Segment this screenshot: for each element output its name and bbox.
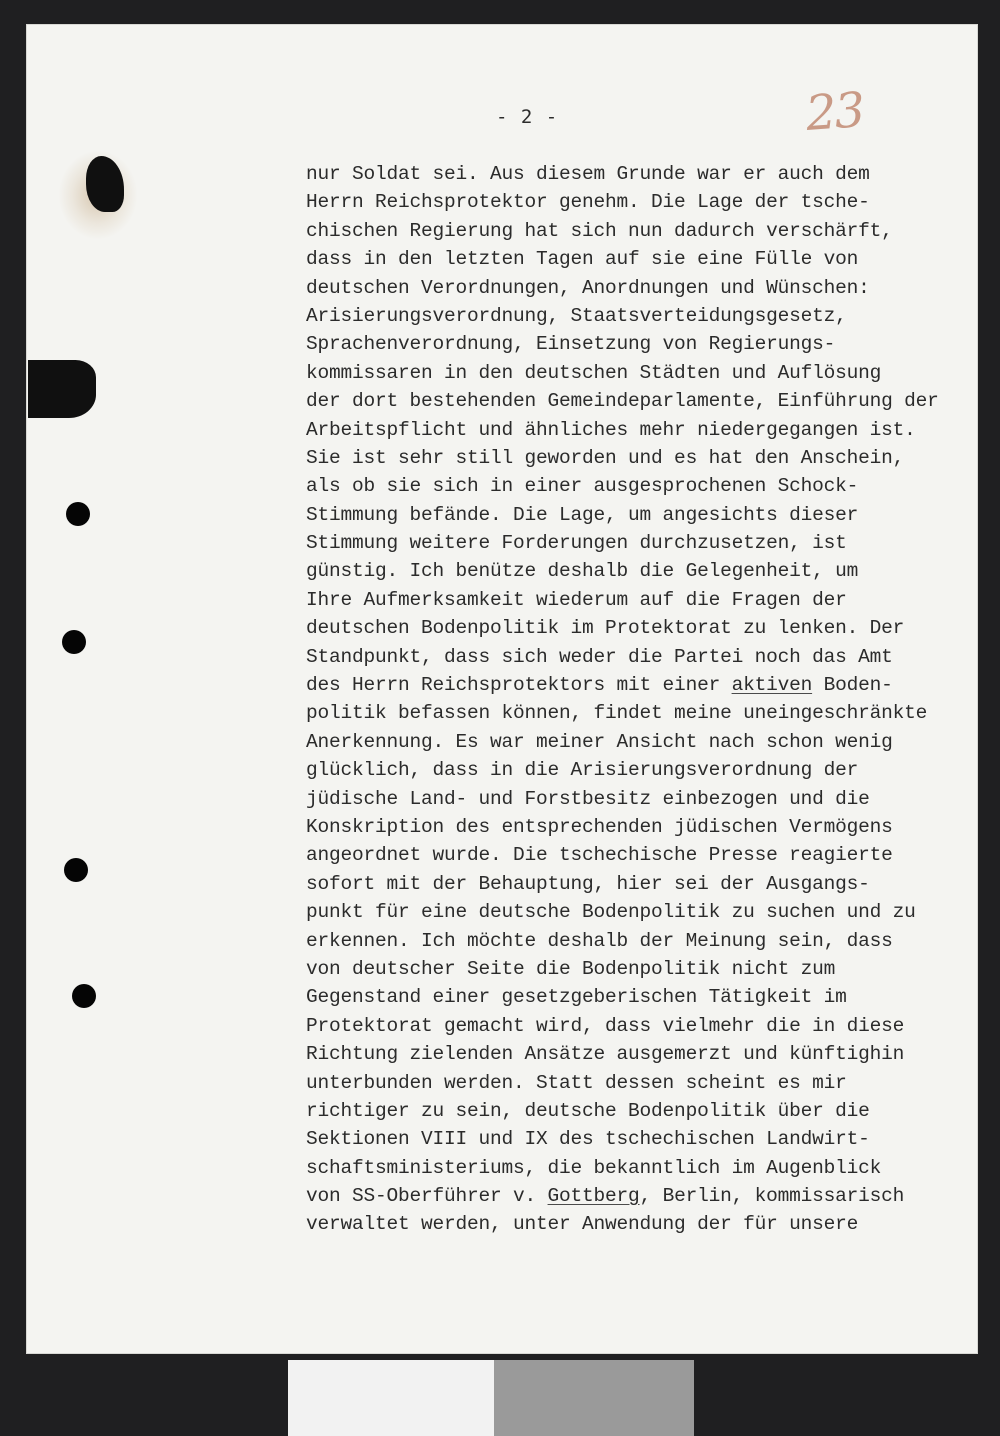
text-line [306, 302, 996, 330]
text-line [306, 217, 996, 245]
text-segment: unterbunden werden. Statt dessen scheint es mir [306, 1071, 847, 1094]
scan-calibration-strip [0, 1360, 1000, 1436]
text-segment: Boden- [812, 674, 893, 697]
text-line [306, 898, 996, 926]
text-segment: des Herrn Reichsprotektors mit einer [306, 674, 732, 697]
text-line [306, 1182, 996, 1210]
text-segment: punkt für eine deutsche Bodenpolitik zu suchen und zu [306, 901, 916, 924]
text-line [306, 870, 996, 898]
text-segment: Konskription des entsprechenden jüdischen Vermögens [306, 815, 893, 838]
text-line [306, 1012, 996, 1040]
white-patch [288, 1360, 494, 1436]
text-segment: Ihre Aufmerksamkeit wiederum auf die Fragen der [306, 588, 847, 611]
text-line [306, 955, 996, 983]
text-segment: Arbeitspflicht und ähnliches mehr niedergegangen ist. [306, 418, 916, 441]
punch-hole-2 [62, 630, 86, 654]
text-line [306, 813, 996, 841]
text-line [306, 671, 996, 699]
text-line [306, 416, 996, 444]
text-segment: erkennen. Ich möchte deshalb der Meinung sein, dass [306, 929, 893, 952]
text-segment: Sie ist sehr still geworden und es hat den Anschein, [306, 446, 905, 469]
text-line [306, 728, 996, 756]
text-segment: politik befassen können, findet meine uneingeschränkte [306, 702, 928, 725]
text-line [306, 699, 996, 727]
text-segment: schaftsministeriums, die bekanntlich im Augenblick [306, 1156, 882, 1179]
text-segment: chischen Regierung hat sich nun dadurch verschärft, [306, 219, 893, 242]
text-line [306, 983, 996, 1011]
text-segment: Sprachenverordnung, Einsetzung von Regierungs- [306, 333, 836, 356]
underlined-text: aktiven [731, 674, 813, 697]
text-segment: Protektorat gemacht wird, dass vielmehr die in diese [306, 1014, 905, 1037]
page-number: - 2 - [496, 106, 559, 128]
text-line [306, 1097, 996, 1125]
text-segment: , Berlin, kommissarisch [639, 1185, 905, 1208]
text-segment: Standpunkt, dass sich weder die Partei noch das Amt [306, 645, 893, 668]
underlined-text: Gottberg [547, 1185, 640, 1208]
text-segment: Arisierungsverordnung, Staatsverteidungsgesetz, [306, 304, 847, 327]
text-segment: glücklich, dass in die Arisierungsverordnung der [306, 759, 859, 782]
text-line [306, 274, 996, 302]
text-segment: Stimmung befände. Die Lage, um angesichts dieser [306, 503, 859, 526]
text-line [306, 501, 996, 529]
text-segment: richtiger zu sein, deutsche Bodenpolitik über die [306, 1099, 870, 1122]
tear-lower [28, 360, 96, 418]
text-line [306, 1154, 996, 1182]
text-segment: der dort bestehenden Gemeindeparlamente, Einführung der [306, 390, 939, 413]
text-segment: angeordnet wurde. Die tschechische Presse reagierte [306, 844, 893, 867]
text-line [306, 188, 996, 216]
punch-hole-4 [72, 984, 96, 1008]
text-line [306, 359, 996, 387]
text-segment: von deutscher Seite die Bodenpolitik nicht zum [306, 957, 836, 980]
text-line [306, 927, 996, 955]
text-segment: kommissaren in den deutschen Städten und Auflösung [306, 361, 882, 384]
text-line [306, 1210, 996, 1238]
punch-hole-1 [66, 502, 90, 526]
text-segment: als ob sie sich in einer ausgesprochenen Schock- [306, 475, 859, 498]
text-line [306, 472, 996, 500]
text-segment: deutschen Bodenpolitik im Protektorat zu lenken. Der [306, 617, 905, 640]
text-line [306, 614, 996, 642]
gray-patch [494, 1360, 694, 1436]
text-line [306, 444, 996, 472]
text-segment: von SS-Oberführer v. [306, 1185, 548, 1208]
text-segment: Herrn Reichsprotektor genehm. Die Lage der tsche- [306, 191, 870, 214]
text-segment: nur Soldat sei. Aus diesem Grunde war er auch dem [306, 163, 870, 185]
text-line [306, 756, 996, 784]
text-segment: Sektionen VIII und IX des tschechischen Landwirt- [306, 1128, 870, 1151]
text-segment: Richtung zielenden Ansätze ausgemerzt und künftighin [306, 1043, 905, 1066]
text-line [306, 643, 996, 671]
text-line [306, 1069, 996, 1097]
text-segment: sofort mit der Behauptung, hier sei der Ausgangs- [306, 872, 870, 895]
text-line [306, 1125, 996, 1153]
punch-hole-3 [64, 858, 88, 882]
text-line [306, 557, 996, 585]
text-line [306, 785, 996, 813]
text-segment: jüdische Land- und Forstbesitz einbezogen und die [306, 787, 870, 810]
text-line [306, 586, 996, 614]
text-segment: Anerkennung. Es war meiner Ansicht nach schon wenig [306, 730, 893, 753]
text-line [306, 160, 996, 188]
text-line [306, 1040, 996, 1068]
text-line [306, 245, 996, 273]
text-line [306, 330, 996, 358]
text-line [306, 529, 996, 557]
text-segment: Gegenstand einer gesetzgeberischen Tätigkeit im [306, 986, 847, 1009]
text-line [306, 841, 996, 869]
text-segment: verwaltet werden, unter Anwendung der für unsere [306, 1213, 859, 1236]
text-line [306, 387, 996, 415]
text-segment: günstig. Ich benütze deshalb die Gelegenheit, um [306, 560, 859, 583]
letter-body [306, 160, 996, 1239]
text-segment: dass in den letzten Tagen auf sie eine Fülle von [306, 248, 859, 271]
handwritten-folio-number: 23 [804, 82, 865, 142]
text-segment: deutschen Verordnungen, Anordnungen und Wünschen: [306, 276, 870, 299]
text-segment: Stimmung weitere Forderungen durchzusetzen, ist [306, 532, 847, 555]
